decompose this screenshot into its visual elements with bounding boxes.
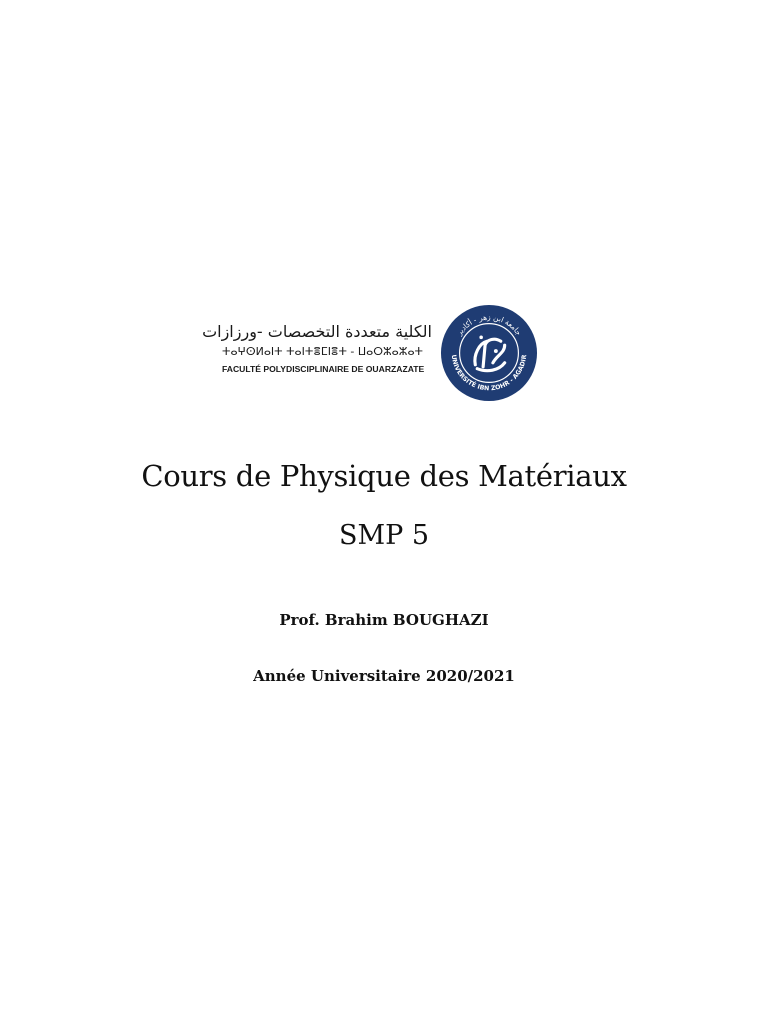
seal-dot bbox=[479, 336, 483, 340]
faculty-name-tifinagh: ⵜⴰⵖⵙⵍⴰⵏⵜ ⵜⴰⵏⵜⴻⵎⵏⴻⵜ - ⵡⴰⵔⵣⴰⵣⴰⵜ bbox=[222, 345, 424, 358]
academic-year: Année Universitaire 2020/2021 bbox=[253, 667, 515, 685]
faculty-logo bbox=[202, 322, 432, 375]
seal-latin-text: UNIVERSITÉ IBN ZOHR - AGADIR bbox=[449, 354, 529, 393]
document-title: Cours de Physique des Matériaux bbox=[141, 459, 627, 493]
university-seal-logo bbox=[440, 304, 538, 402]
header-logos bbox=[202, 300, 542, 410]
seal-arabic-text: جامعة ابن زهر - أكادير bbox=[454, 312, 524, 337]
document-subtitle: SMP 5 bbox=[338, 520, 430, 551]
faculty-name-french: FACULTÉ POLYDISCIPLINAIRE DE OUARZAZATE bbox=[222, 364, 425, 374]
author-name: Prof. Brahim BOUGHAZI bbox=[279, 611, 489, 629]
seal-dot bbox=[494, 349, 498, 353]
faculty-name-arabic: الكلية متعددة التخصصات -ورزازات bbox=[202, 322, 432, 341]
